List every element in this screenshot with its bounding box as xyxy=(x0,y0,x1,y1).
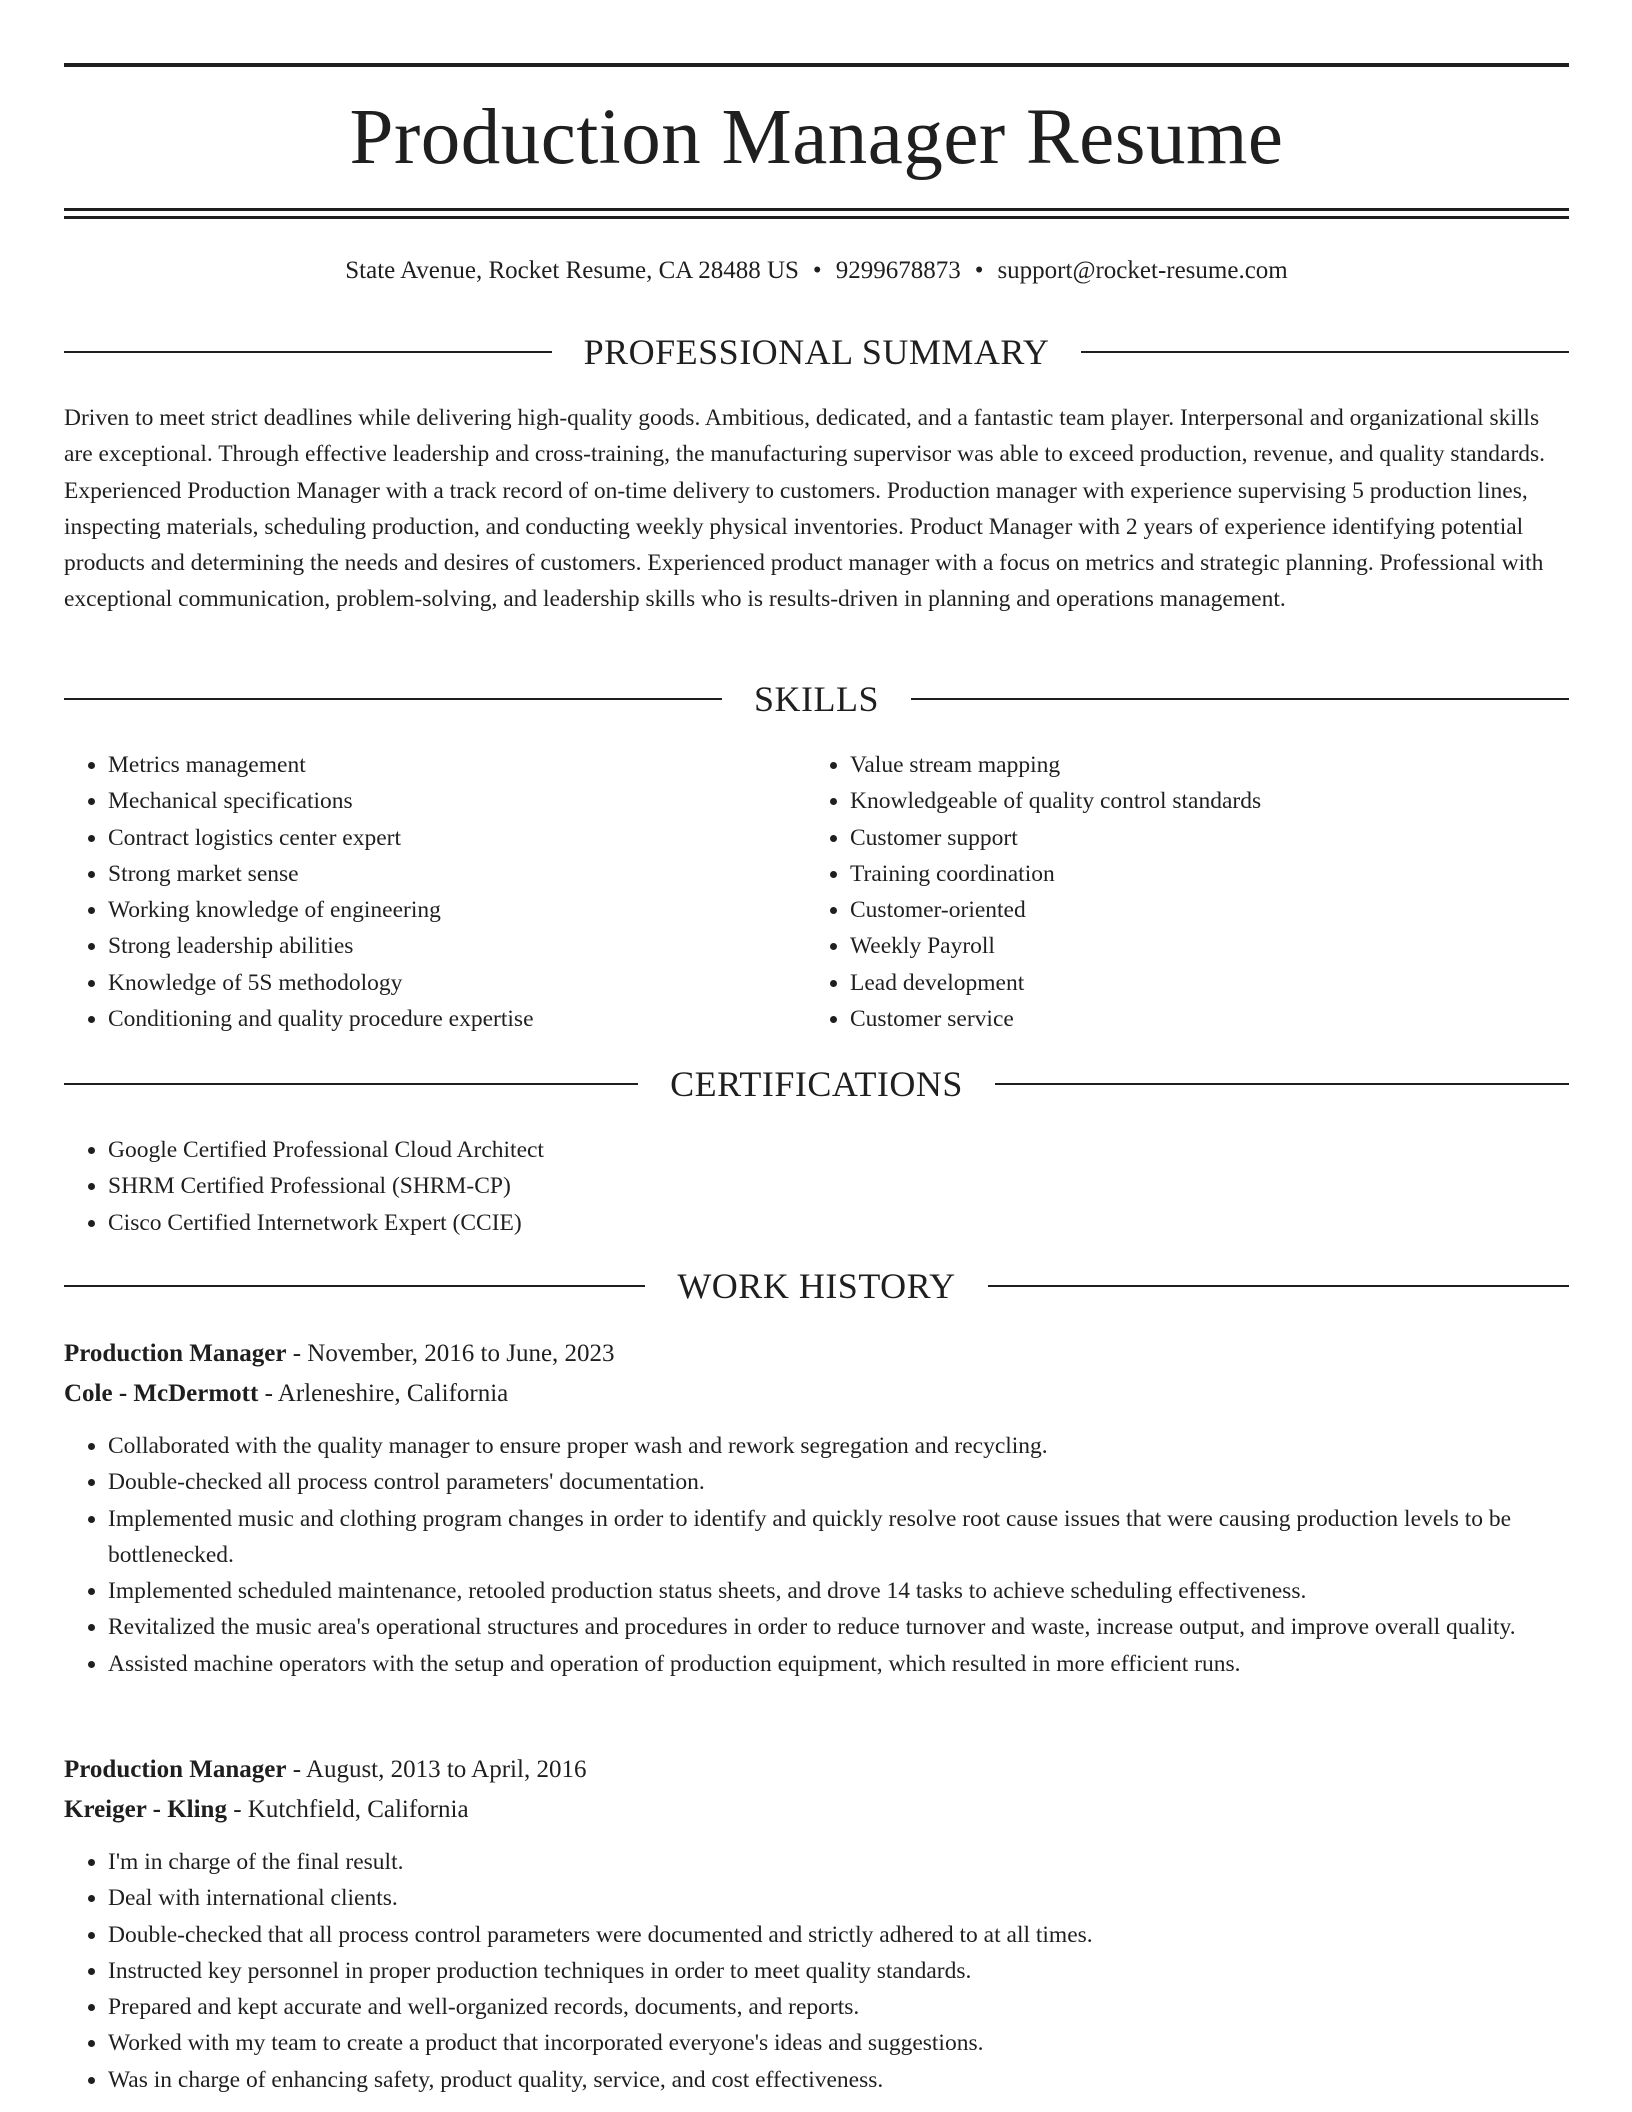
title-rule-lower xyxy=(64,216,1569,219)
job-bullet: • I'm in charge of the final result. xyxy=(108,1844,1613,1880)
skill-item: • Conditioning and quality procedure expertise xyxy=(108,1001,848,1037)
section-rule-right xyxy=(995,1083,1569,1085)
job-bullet: • Implemented music and clothing program changes in order to identify and quickly resolve root cause issues that were causing production levels to be bottlenecked. xyxy=(108,1501,1613,1574)
skills-heading: SKILLS xyxy=(754,679,880,719)
certification-item: • Cisco Certified Internetwork Expert (CCIE) xyxy=(108,1205,1613,1241)
job-bullet: • Collaborated with the quality manager to ensure proper wash and rework segregation and recycling. xyxy=(108,1428,1613,1464)
summary-text: Driven to meet strict deadlines while delivering high-quality goods. Ambitious, dedicated, and a fantastic team player. Interpersonal and organizational skills are exceptional. Through effective leadership and cross-training, the manufacturing supervisor was able to exceed production, revenue, and quality standards. Experienced Production Manager with a track record of on-time delivery to customers. Production manager with experience supervising 5 production lines, inspecting materials, scheduling production, and conducting weekly physical inventories. Product Manager with 2 years of experience identifying potential products and determining the needs and desires of customers. Experienced product manager with a focus on metrics and strategic planning. Professional with exceptional communication, problem-solving, and leadership skills who is results-driven in planning and operations management. xyxy=(64,405,1546,613)
skill-item: • Customer service xyxy=(850,1001,1610,1037)
skill-item: • Value stream mapping xyxy=(850,747,1610,783)
certification-item: • Google Certified Professional Cloud Architect xyxy=(108,1132,1613,1168)
section-rule-right xyxy=(1081,351,1569,353)
skill-item: • Strong leadership abilities xyxy=(108,928,848,964)
job-location: - Arleneshire, California xyxy=(258,1380,509,1407)
job-title: Production Manager xyxy=(64,1340,287,1367)
skill-item: • Metrics management xyxy=(108,747,848,783)
job-bullet: • Assisted machine operators with the setup and operation of production equipment, which resulted in more efficient runs. xyxy=(108,1646,1613,1682)
contact-separator: • xyxy=(812,257,822,284)
summary-heading: PROFESSIONAL SUMMARY xyxy=(583,332,1050,372)
skill-item: • Training coordination xyxy=(850,856,1610,892)
skill-item: • Working knowledge of engineering xyxy=(108,892,848,928)
skills-list-left xyxy=(64,747,848,1037)
job-bullet: • Instructed key personnel in proper production techniques in order to meet quality standards. xyxy=(108,1953,1613,1989)
job-bullet: • Deal with international clients. xyxy=(108,1880,1613,1916)
skill-item: • Contract logistics center expert xyxy=(108,820,848,856)
section-rule-right xyxy=(911,698,1569,700)
section-rule-left xyxy=(64,1285,645,1287)
job-bullet: • Prepared and kept accurate and well-organized records, documents, and reports. xyxy=(108,1989,1613,2025)
certification-item: • SHRM Certified Professional (SHRM-CP) xyxy=(108,1168,1613,1204)
certifications-list xyxy=(64,1132,1613,1241)
section-rule-right xyxy=(988,1285,1569,1287)
skill-item: • Lead development xyxy=(850,965,1610,1001)
summary-section-header xyxy=(64,330,1569,374)
job-title-line xyxy=(64,1752,1569,1788)
work-heading: WORK HISTORY xyxy=(677,1266,956,1306)
job-bullet: • Double-checked all process control parameters' documentation. xyxy=(108,1464,1613,1500)
job-company-line xyxy=(64,1376,1569,1412)
job-dates: - August, 2013 to April, 2016 xyxy=(286,1756,587,1783)
skill-item: • Mechanical specifications xyxy=(108,783,848,819)
job-title-line xyxy=(64,1336,1569,1372)
contact-separator: • xyxy=(974,257,984,284)
job-bullet-list xyxy=(64,1428,1613,1682)
contact-address: State Avenue, Rocket Resume, CA 28488 US xyxy=(345,257,799,284)
section-rule-left xyxy=(64,1083,638,1085)
section-rule-left xyxy=(64,351,552,353)
skill-item: • Knowledge of 5S methodology xyxy=(108,965,848,1001)
title-rule-upper xyxy=(64,208,1569,211)
skills-section-header xyxy=(64,677,1569,721)
job-company-line xyxy=(64,1792,1569,1828)
page-title: Production Manager Resume xyxy=(349,94,1284,181)
work-section-header xyxy=(64,1264,1569,1308)
top-rule xyxy=(64,63,1569,67)
skill-item: • Knowledgeable of quality control standards xyxy=(850,783,1610,819)
skill-item: • Weekly Payroll xyxy=(850,928,1610,964)
contact-phone: 9299678873 xyxy=(835,257,961,284)
skill-item: • Strong market sense xyxy=(108,856,848,892)
job-bullet: • Implemented scheduled maintenance, retooled production status sheets, and drove 14 tasks to achieve scheduling effectiveness. xyxy=(108,1573,1613,1609)
job-bullet-list xyxy=(64,1844,1613,2098)
skill-item: • Customer-oriented xyxy=(850,892,1610,928)
job-company: Cole - McDermott xyxy=(64,1380,259,1407)
contact-email: support@rocket-resume.com xyxy=(997,257,1288,284)
job-dates: - November, 2016 to June, 2023 xyxy=(286,1340,615,1367)
contact-line xyxy=(64,253,1569,289)
skill-item: • Customer support xyxy=(850,820,1610,856)
job-location: - Kutchfield, California xyxy=(226,1796,469,1823)
job-bullet: • Worked with my team to create a product that incorporated everyone's ideas and suggestions. xyxy=(108,2025,1613,2061)
job-bullet: • Revitalized the music area's operational structures and procedures in order to reduce turnover and waste, increase output, and improve overall quality. xyxy=(108,1609,1613,1645)
job-title: Production Manager xyxy=(64,1756,287,1783)
skills-list-right xyxy=(806,747,1610,1037)
certifications-heading: CERTIFICATIONS xyxy=(670,1064,963,1104)
job-company: Kreiger - Kling xyxy=(64,1796,227,1823)
certifications-section-header xyxy=(64,1062,1569,1106)
job-bullet: • Was in charge of enhancing safety, product quality, service, and cost effectiveness. xyxy=(108,2062,1613,2098)
job-bullet: • Double-checked that all process control parameters were documented and strictly adhered to at all times. xyxy=(108,1917,1613,1953)
section-rule-left xyxy=(64,698,722,700)
